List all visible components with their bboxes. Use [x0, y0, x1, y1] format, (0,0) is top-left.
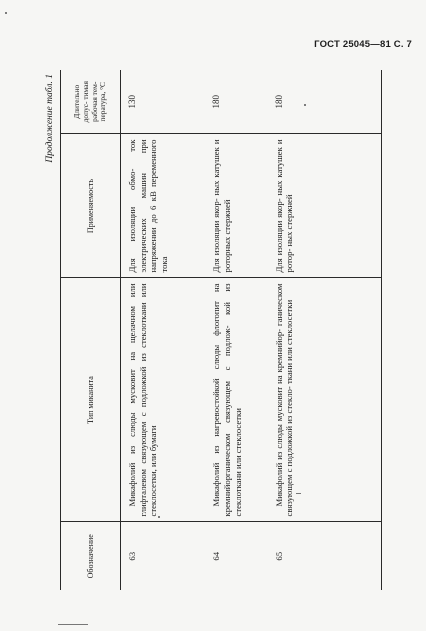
temperature-cell: 180: [267, 70, 382, 134]
scan-speck: [304, 104, 306, 106]
designation-cell: 64: [211, 551, 222, 561]
designation-cell: 65: [267, 522, 382, 590]
rotated-table-block: [43, 70, 387, 590]
application-cell: Для изоляции якор- ных катушек и роторных стержней: [204, 134, 266, 278]
table-row: [267, 70, 382, 590]
mica-table: [60, 70, 382, 590]
table-row: [121, 70, 205, 590]
scan-speck: [158, 516, 160, 518]
mica-type-cell: [121, 278, 205, 522]
mica-type-cell: [267, 278, 382, 522]
temperature-cell: 180: [204, 70, 266, 134]
mica-type-text: Микафолий из слюды мусковит на щелачном или глифталевом связующем с подложкой из стеклоткани или стеклосетки, или бумаги: [127, 283, 159, 517]
mica-type-cell: [204, 278, 266, 522]
mica-type-text: Микафолий из нагревостойкой слюды флогопит на кремнийорганическом связующем с подлож- кой из стеклоткани или стеклосетки: [211, 283, 243, 517]
page-header: ГОСТ 25045—81 С. 7: [314, 39, 412, 50]
table-row: [204, 70, 266, 590]
column-header-application: Применяемость: [61, 134, 121, 278]
temperature-cell: 130: [121, 70, 205, 134]
column-header-type: Тип миканита: [61, 278, 121, 522]
scan-mark: [58, 624, 88, 625]
scan-speck: [5, 12, 7, 14]
continuation-label: Продолжение табл. 1: [45, 74, 55, 163]
column-header-temperature: Длительно допус- тимая рабочая тем- пература, °С: [61, 70, 121, 134]
mica-type-text: Микафолий из слюды мусковит на кремнийор- ганическом связующем с подложкой из стекло- ткани или стеклосетки: [273, 283, 295, 517]
designation-cell: 63: [127, 551, 137, 561]
table-header-row: [61, 70, 121, 590]
scan-mark: [296, 493, 301, 494]
column-header-designation: Обозначение: [61, 522, 121, 590]
application-cell: Для изоляции якор- ных катушек и ротор- ных стержней: [267, 134, 382, 278]
application-cell: Для изоляции обмо- ток электрических машин при напряжении до 6 кВ переменного тока: [121, 134, 205, 278]
